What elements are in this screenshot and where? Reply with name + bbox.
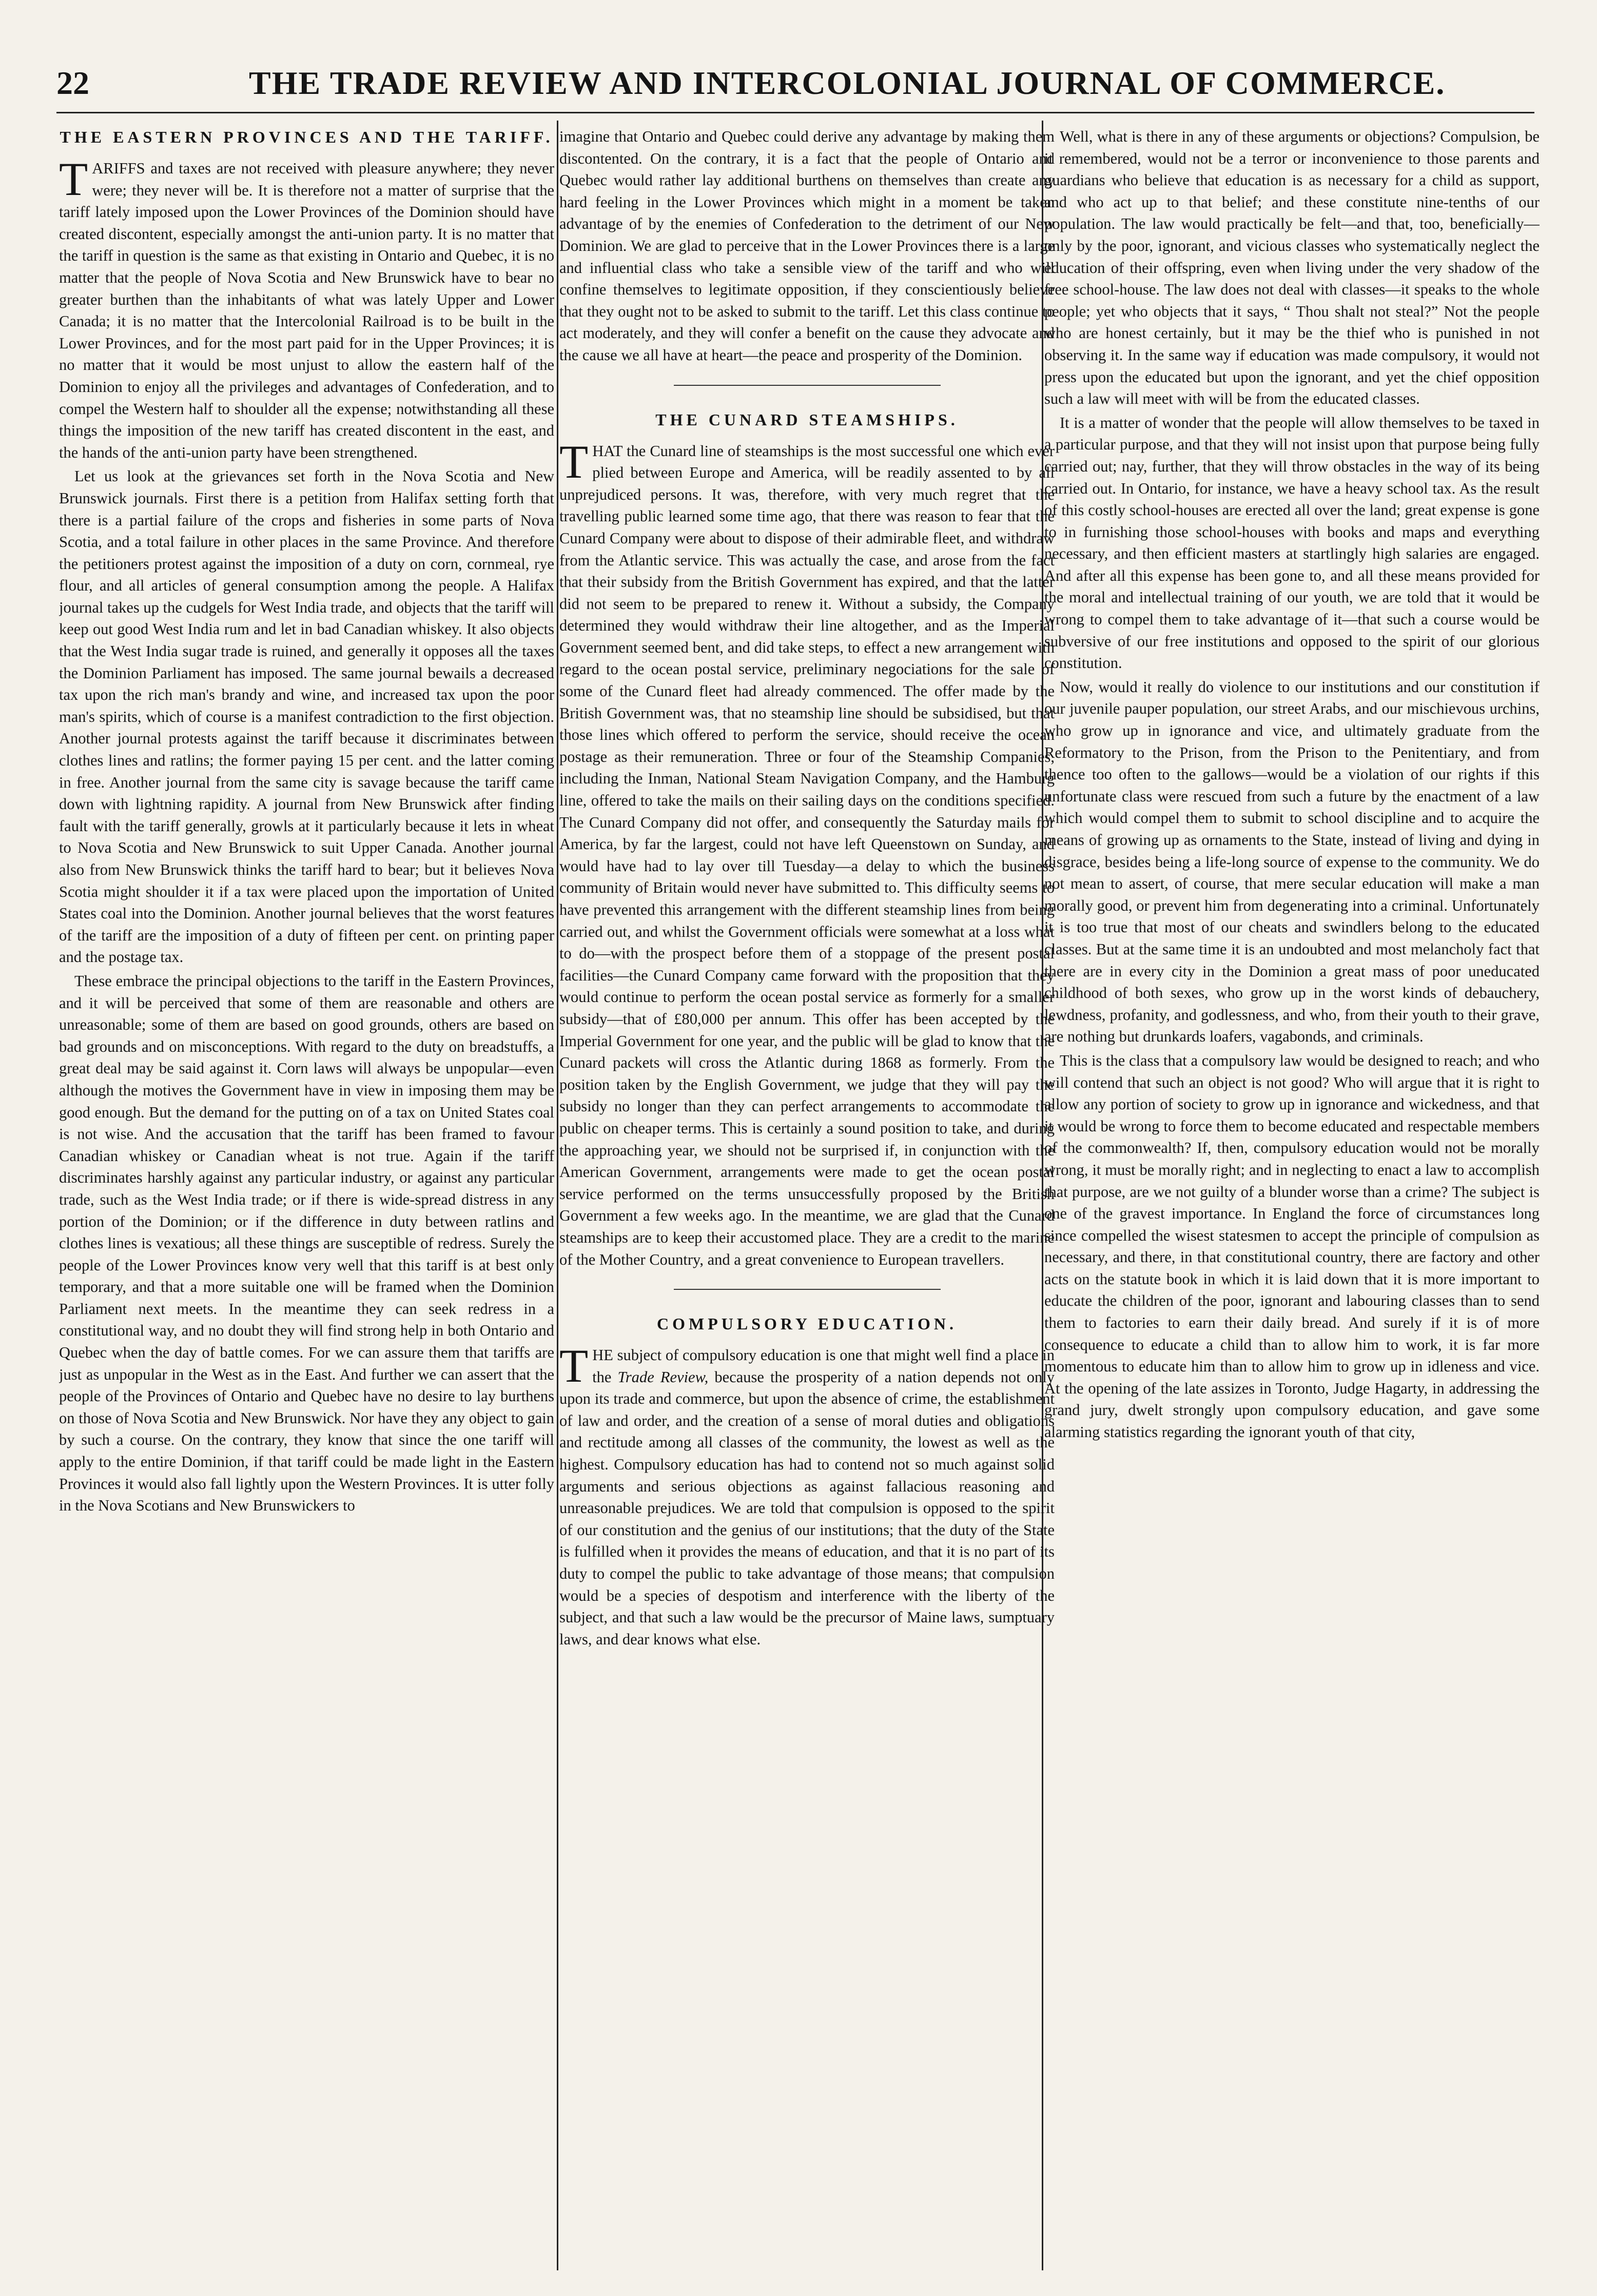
- drop-cap: T: [59, 153, 88, 205]
- article-paragraph: Let us look at the grievances set forth in the Nova Scotia and New Brunswick journals. First there is a petition from Halifax setting forth that there is a partial failure of the crops and fisheries in some parts of Nova Scotia, and a total failure in other places in the same Province. And therefore the petitioners protest against the imposition of a duty on corn, cornmeal, rye flour, and all articles of general consumption among the people. A Halifax journal takes up the cudgels for West India trade, and objects that the tariff will keep out good West India rum and let in bad Canadian whiskey. It also objects that the West India sugar trade is ruined, and generally it opposes all the taxes the Dominion Parliament has imposed. The same journal bewails a decreased tax upon the rich man's brandy and wine, and increased tax upon the poor man's spirits, which of course is a manifest contradiction to the first objection. Another journal protests against the tariff because it discriminates between clothes lines and ratlins; the former paying 15 per cent. and the latter coming in free. Another journal from the same city is savage because the tariff came down with lightning rapidity. A journal from New Brunswick after finding fault with the tariff generally, growls at it particularly because it lets in wheat to Nova Scotia and New Brunswick to suit Upper Canada. Another journal also from New Brunswick thinks the tariff hard to bear; but it believes Nova Scotia might shoulder it if a tax were placed upon the importation of United States coal into the Dominion. Another journal believes that the worst features of the tariff are the imposition of a duty of fifteen per cent. on printing paper and the postage tax.: [59, 467, 554, 966]
- drop-cap: T: [559, 1340, 589, 1392]
- article-title-education: COMPULSORY EDUCATION.: [657, 1314, 957, 1333]
- separator-rule: [674, 385, 941, 386]
- article-paragraph: Now, would it really do violence to our institutions and our constitution if our juvenile pauper population, our street Arabs, and our mischievous urchins, who grow up in ignorance and vice, and ultimately graduate from the Reformatory to the Prison, from the Prison to the Penitentiary, and from thence too often to the gallows—would be a violation of our rights if this unfortunate class were rescued from such a future by the enactment of a law which would compel them to submit to school discipline and to acquire the means of growing up as ornaments to the State, instead of living and dying in disgrace, besides being a life-long source of expense to the community. We do not mean to assert, of course, that mere secular education will make a man morally good, or prevent him from degenerating into a criminal. Unfortunately it is too true that most of our cheats and swindlers belong to the educated classes. But at the same time it is an undoubted and most melancholy fact that there are in every city in the Dominion a great mass of poor uneducated childhood of both sexes, who grow up in the worst kinds of debauchery, lewdness, profanity, and godlessness, and who, from their youth to their grave, are nothing but drunkards loafers, vagabonds, and criminals.: [1044, 678, 1540, 1046]
- column-2: [559, 126, 1055, 2255]
- article-title-eastern: THE EASTERN PROVINCES AND THE TARIFF.: [60, 128, 554, 146]
- column-1: [59, 126, 554, 2255]
- page-header: [56, 64, 1534, 105]
- page-number: 22: [56, 65, 89, 101]
- column-rule: [557, 121, 558, 2270]
- running-title: THE TRADE REVIEW AND INTERCOLONIAL JOURNAL OF COMMERCE.: [249, 65, 1446, 101]
- article-paragraph: [59, 153, 554, 463]
- article-paragraph: [559, 435, 1055, 1271]
- article-paragraph: These embrace the principal objections to the tariff in the Eastern Provinces, and it will be perceived that some of them are reasonable and others are unreasonable; some of them are based on good grounds, others are based on bad grounds and on misconceptions. With regard to the duty on breadstuffs, a great deal may be said against it. Corn laws will always be unpopular—even although the motives the Government have in view in imposing them may be good enough. But the demand for the putting on of a tax on United States coal is not wise. And the accusation that the tariff has been framed to favour Canadian whiskey or Canadian wheat is not true. Again if the tariff discriminates harshly against any particular industry, or against any particular trade, such as the West India trade; or if there is wide-spread distress in any portion of the Dominion; or if the difference in duty between ratlins and clothes lines is vexatious; all these things are susceptible of redress. Surely the people of the Lower Provinces know very well that this tariff is at best only temporary, and that a more suitable one will be framed when the Dominion Parliament next meets. In the meantime they can seek redress in a constitutional way, and no doubt they will find strong help in both Ontario and Quebec when the day of battle comes. For we can assure them that tariffs are just as unpopular in the West as in the East. And further we can assert that the people of the Provinces of Ontario and Quebec have no desire to lay burthens on those of Nova Scotia and New Brunswick. Nor have they any object to gain by such a course. On the contrary, they know that since the one tariff will apply to the entire Dominion, if that tariff could be made light in the Eastern Provinces it would also fall lightly upon the Western Provinces. It is utter folly in the Nova Scotians and New Brunswickers to: [59, 972, 554, 1515]
- article-paragraph: Well, what is there in any of these arguments or objections? Compulsion, be it remembered, would not be a terror or inconvenience to those parents and guardians who believe that education is as necessary for a child as support, and who act up to that belief; and these constitute nine-tenths of our population. The law would practically be felt—and that, too, beneficially—only by the poor, ignorant, and vicious classes who systematically neglect the education of their offspring, even when living under the very shadow of the free school-house. The law does not deal with classes—it speaks to the whole people; yet who objects that it says, “ Thou shalt not steal?” Not the people who are honest certainly, but it may be the thief who is punished in not observing it. In the same way if education was made compulsory, it would not press upon the educated but upon the ignorant, and yet the chief opposition such a law will meet with will be from the educated classes.: [1044, 128, 1540, 408]
- separator-rule: [674, 1289, 941, 1290]
- paragraph-text: HE subject of compulsory education is one that might well find a place in the: [592, 1346, 1055, 1386]
- column-3: [1044, 126, 1540, 2255]
- paragraph-text: ARIFFS and taxes are not received with pleasure anywhere; they never were; they never will be. It is therefore not a matter of surprise that the tariff lately imposed upon the Lower Provinces of the Dominion should have created discontent, especially amongst the anti-union party. It is no matter that the tariff in question is the same as that existing in Ontario and Quebec, it is no matter that the people of Nova Scotia and New Brunswick have to bear no greater burthen than the inhabitants of what was lately Upper and Lower Canada; it is no matter that the Intercolonial Railroad is to be built in the Lower Provinces, and for the most part paid for in the Upper Provinces; it is no matter that it would be most unjust to allow the eastern half of the Dominion to enjoy all the privileges and advantages of Confederation, and to compel the Western half to shoulder all the expense; notwithstanding all these things the imposition of the new tariff has created discontent in the east, and the hands of the anti-union party have been strengthened.: [59, 160, 554, 461]
- publication-name: Trade Review,: [617, 1368, 709, 1386]
- paragraph-text: because the prosperity of a nation depends not only upon its trade and commerce, but upon the absence of crime, the establishment of law and order, and the creation of a sense of moral duties and obligations and rectitude among all classes of the community, the lowest as well as the highest. Compulsory education has had to contend not so much against solid arguments and serious objections as against fallacious reasoning and unreasonable prejudices. We are told that compulsion is opposed to the spirit of our constitution and the genius of our institutions; that the duty of the State is fulfilled when it provides the means of education, and that it is no part of its duty to compel the public to take advantage of those means; that compulsion would be a species of despotism and interference with the liberty of the subject, and that such a law would be the precursor of Maine laws, sumptuary laws, and dear knows what else.: [559, 1368, 1055, 1648]
- header-rule: [56, 112, 1534, 113]
- article-paragraph: It is a matter of wonder that the people will allow themselves to be taxed in a particular purpose, and that they will not insist upon that purpose being fully carried out; nay, further, that they will throw obstacles in the way of its being carried out. In Ontario, for instance, we have a heavy school tax. As the result of this costly school-houses are erected all over the land; great expense is gone to in furnishing those school-houses with books and maps and everything necessary, and then efficient masters at startlingly high salaries are engaged. And after all this expense has been gone to, and all these means provided for the moral and intellectual training of our youth, we are told that it would be wrong to compel them to take advantage of it—that such a course would be subversive of our free institutions and opposed to the spirit of our glorious constitution.: [1044, 414, 1540, 672]
- article-title-cunard: THE CUNARD STEAMSHIPS.: [655, 410, 959, 429]
- drop-cap: T: [559, 435, 589, 488]
- article-paragraph: imagine that Ontario and Quebec could derive any advantage by making them discontented. On the contrary, it is a fact that the people of Ontario and Quebec would rather lay additional burthens on themselves than create any hard feeling in the Lower Provinces which might in a moment be taken advantage of by the enemies of Confederation to the detriment of our New Dominion. We are glad to perceive that in the Lower Provinces there is a large and influential class who take a sensible view of the tariff and who will confine themselves to legitimate opposition, if they conscientiously believe that they ought not to be asked to submit to the tariff. Let this class continue to act moderately, and they will confer a benefit on the cause they advocate and the cause we all have at heart—the peace and prosperity of the Dominion.: [559, 128, 1055, 364]
- article-paragraph: [559, 1340, 1055, 1650]
- paragraph-text: HAT the Cunard line of steamships is the most successful one which ever plied between Europe and America, will be readily assented to by all unprejudiced persons. It was, therefore, with very much regret that the travelling public learned some time ago, that there was reason to fear that the Cunard Company were about to dispose of their admirable fleet, and withdraw from the Atlantic service. This was actually the case, and arose from the fact that their subsidy from the British Government has expired, and that the latter did not seem to be prepared to renew it. Without a subsidy, the Company determined they would withdraw their line altogether, and as the Imperial Government seemed bent, and did take steps, to effect a new arrangement with regard to the ocean postal service, preliminary negociations for the sale of some of the Cunard fleet had already commenced. The offer made by the British Government was, that no steamship line should be subsidised, but that those lines which offered to perform the service, should receive the ocean postage as their remuneration. Three or four of the Steamship Companies, including the Inman, National Steam Navigation Company, and the Hamburg line, offered to take the mails on their sailing days on the conditions specified. The Cunard Company did not offer, and consequently the Saturday mails for America, by far the largest, could not have left Queenstown on Sunday, and would have had to lay over till Tuesday—a delay to which the business community of Britain would never have submitted to. This difficulty seems to have prevented this arrangement with the different steamship lines from being carried out, and whilst the Government officials were somewhat at a loss what to do—with the prospect before them of a stoppage of the present postal facilities—the Cunard Company came forward with the proposition that they would continue to perform the ocean postal service as formerly for a smaller subsidy—that of £80,000 per annum. This offer has been accepted by the Imperial Government for one year, and the public will be glad to know that the Cunard packets will cross the Atlantic during 1868 as formerly. From the position taken by the English Government, we judge that they will pay the subsidy no longer than they can perfect arrangements to accommodate the public on cheaper terms. This is certainly a sound position to take, and during the approaching year, we should not be surprised if, in conjunction with the American Government, arrangements were made to get the ocean postal service performed on the terms unsuccessfully proposed by the British Government a few weeks ago. In the meantime, we are glad that the Cunard steamships are to keep their accustomed place. They are a credit to the marine of the Mother Country, and a great convenience to European travellers.: [559, 442, 1055, 1268]
- article-paragraph: This is the class that a compulsory law would be designed to reach; and who will contend that such an object is not good? Who will argue that it is right to allow any portion of society to grow up in ignorance and wickedness, and that it would be wrong to force them to become educated and respectable members of the commonwealth? If, then, compulsory education would not be morally wrong, it must be morally right; and in neglecting to enact a law to accomplish that purpose, are we not guilty of a blunder worse than a crime? The subject is one of the gravest importance. In England the force of circumstances long since compelled the wisest statesmen to accept the principle of compulsion as necessary, and there, in that constitutional country, there are factory and other acts on the statute book in which it is laid down that it is more important to educate the children of the poor, ignorant and labouring classes than to send them to factories to earn their daily bread. And surely if it is of more consequence to educate a child than to allow him to work, it is far more momentous to educate him than to allow him to grow up in idleness and vice. At the opening of the late assizes in Toronto, Judge Hagarty, in addressing the grand jury, dwelt strongly upon compulsory education, and gave some alarming statistics regarding the ignorant youth of that city,: [1044, 1051, 1540, 1441]
